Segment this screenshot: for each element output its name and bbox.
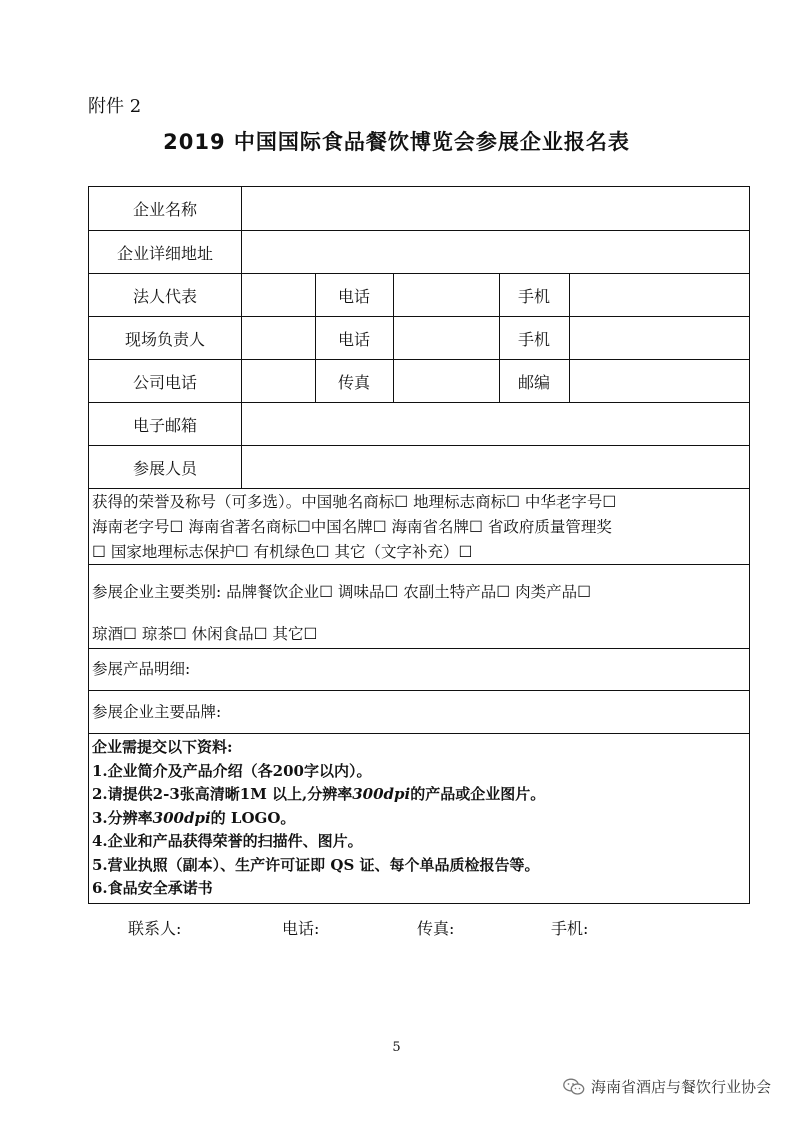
categories-line: 琼酒☐ 琼茶☐ 休闲食品☐ 其它☐ bbox=[92, 625, 318, 643]
row-staff bbox=[89, 446, 749, 489]
site-manager-label: 现场负责人 bbox=[124, 329, 205, 349]
row-requirements bbox=[89, 734, 749, 903]
staff-field[interactable] bbox=[241, 446, 749, 488]
email-label: 电子邮箱 bbox=[132, 415, 197, 435]
honors-section[interactable] bbox=[92, 490, 746, 565]
site-manager-mobile-label: 手机 bbox=[517, 329, 550, 349]
company-phone-field[interactable] bbox=[241, 360, 315, 402]
row-categories bbox=[89, 565, 749, 649]
honors-line: 海南老字号☐ 海南省著名商标☐中国名牌☐ 海南省名牌☐ 省政府质量管理奖 bbox=[92, 518, 612, 536]
row-company-address bbox=[89, 231, 749, 274]
product-detail-label[interactable]: 参展产品明细: bbox=[92, 660, 191, 678]
row-email bbox=[89, 403, 749, 446]
main-brand-label[interactable]: 参展企业主要品牌: bbox=[92, 703, 222, 721]
email-field[interactable] bbox=[241, 403, 749, 445]
requirement-item: 2.请提供2-3张高清晰1M 以上,分辨率300dpi的产品或企业图片。 bbox=[92, 785, 546, 803]
requirements-list bbox=[92, 736, 746, 901]
legal-rep-field[interactable] bbox=[241, 274, 315, 316]
row-company-name bbox=[89, 187, 749, 231]
categories-section[interactable] bbox=[92, 571, 746, 655]
postcode-label: 邮编 bbox=[517, 372, 550, 392]
row-main-brand bbox=[89, 691, 749, 734]
watermark bbox=[563, 1076, 771, 1097]
fax-field[interactable] bbox=[393, 360, 499, 402]
company-address-field[interactable] bbox=[241, 231, 749, 273]
footer-contact: 联系人: bbox=[128, 919, 182, 938]
requirements-heading: 企业需提交以下资料: bbox=[92, 738, 233, 756]
wechat-icon bbox=[563, 1078, 585, 1096]
footer-fax: 传真: bbox=[417, 919, 455, 938]
attachment-label: 附件 2 bbox=[88, 96, 142, 117]
site-manager-phone-label: 电话 bbox=[337, 329, 370, 349]
company-name-label: 企业名称 bbox=[132, 200, 197, 219]
company-phone-label: 公司电话 bbox=[132, 372, 197, 392]
form-title: 2019 中国国际食品餐饮博览会参展企业报名表 bbox=[163, 130, 630, 154]
requirement-item: 5.营业执照（副本）、生产许可证即 QS 证、每个单品质检报告等。 bbox=[92, 855, 540, 874]
honors-line: ☐ 国家地理标志保护☐ 有机绿色☐ 其它（文字补充）☐ bbox=[92, 543, 473, 561]
requirement-item: 6.食品安全承诺书 bbox=[92, 879, 213, 897]
fax-label: 传真 bbox=[337, 372, 370, 392]
footer-phone: 电话: bbox=[282, 919, 320, 938]
row-company-phone bbox=[89, 360, 749, 403]
row-legal-rep bbox=[89, 274, 749, 317]
footer-mobile: 手机: bbox=[551, 919, 589, 938]
row-product-detail bbox=[89, 649, 749, 691]
site-manager-phone-field[interactable] bbox=[393, 317, 499, 359]
company-address-label: 企业详细地址 bbox=[116, 243, 213, 263]
site-manager-mobile-field[interactable] bbox=[569, 317, 749, 359]
requirement-item: 4.企业和产品获得荣誉的扫描件、图片。 bbox=[92, 832, 363, 850]
registration-form bbox=[88, 186, 750, 904]
requirement-item: 3.分辨率300dpi的 LOGO。 bbox=[92, 808, 296, 827]
honors-line: 获得的荣誉及称号（可多选）。中国驰名商标☐ 地理标志商标☐ 中华老字号☐ bbox=[92, 493, 617, 511]
legal-rep-mobile-label: 手机 bbox=[517, 286, 550, 306]
legal-rep-label: 法人代表 bbox=[132, 286, 197, 306]
legal-rep-phone-field[interactable] bbox=[393, 274, 499, 316]
site-manager-field[interactable] bbox=[241, 317, 315, 359]
row-honors bbox=[89, 489, 749, 565]
company-name-field[interactable] bbox=[241, 187, 749, 230]
requirement-item: 1.企业简介及产品介绍（各200字以内）。 bbox=[92, 761, 372, 780]
legal-rep-phone-label: 电话 bbox=[337, 286, 370, 306]
legal-rep-mobile-field[interactable] bbox=[569, 274, 749, 316]
postcode-field[interactable] bbox=[569, 360, 749, 402]
page-number: 5 bbox=[392, 1040, 401, 1055]
categories-line: 参展企业主要类别: 品牌餐饮企业☐ 调味品☐ 农副土特产品☐ 肉类产品☐ bbox=[92, 583, 592, 601]
staff-label: 参展人员 bbox=[132, 458, 197, 478]
row-site-manager bbox=[89, 317, 749, 360]
watermark-text: 海南省酒店与餐饮行业协会 bbox=[590, 1078, 771, 1096]
